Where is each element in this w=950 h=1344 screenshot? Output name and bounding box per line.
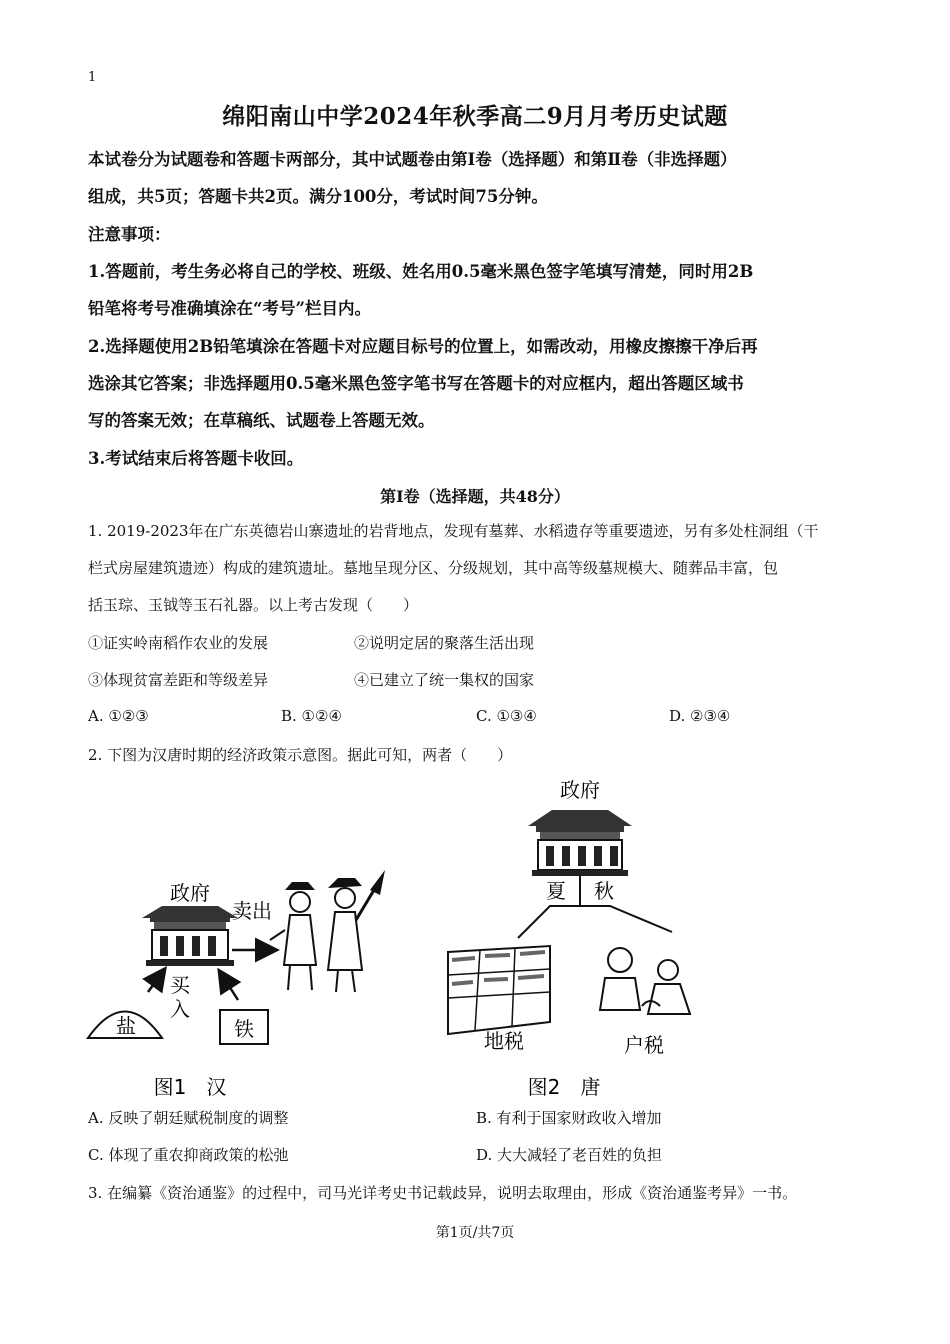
intro-line: 1.答题前，考生务必将自己的学校、班级、姓名用0.5毫米黑色签字笔填写清楚，同时用2B (88, 262, 754, 281)
section-title: 第Ⅰ卷（选择题，共48分） (380, 487, 570, 506)
government-building-icon (528, 810, 632, 876)
page-corner-mark: 1 (88, 70, 97, 85)
fig2-autumn-label: 秋 (594, 879, 614, 903)
fig1-iron-label: 铁 (234, 1017, 254, 1041)
intro-line: 选涂其它答案；非选择题用0.5毫米黑色签字笔书写在答题卡的对应框内，超出答题区域书 (88, 374, 744, 393)
intro-line: 3.考试结束后将答题卡收回。 (88, 449, 304, 468)
notice-heading: 注意事项： (88, 225, 171, 244)
fig2-summer-label: 夏 (546, 879, 566, 903)
fig1-government-label: 政府 (170, 881, 210, 905)
intro-line: 组成，共5页；答题卡共2页。满分100分，考试时间75分钟。 (88, 187, 548, 206)
statement: ④已建立了统一集权的国家 (354, 671, 535, 689)
option-a: A. ①②③ (88, 707, 149, 725)
statement: ③体现贫富差距和等级差异 (88, 671, 269, 689)
option-b: B. ①②④ (281, 707, 342, 725)
question-stem: 2. 下图为汉唐时期的经济政策示意图。据此可知，两者（ ） (88, 746, 513, 764)
figure-1-han (88, 870, 385, 1099)
question-stem: 栏式房屋建筑遗迹）构成的建筑遗址。墓地呈现分区、分级规划，其中高等级墓规模大、随葬品丰富，包 (88, 559, 779, 577)
fig1-buy-label-1: 买 (170, 973, 190, 997)
intro-line: 2.选择题使用2B铅笔填涂在答题卡对应题目标号的位置上，如需改动，用橡皮擦擦干净后再 (88, 337, 758, 356)
fig2-caption: 图2 唐 (527, 1075, 601, 1099)
buy-arrow-salt (148, 970, 164, 992)
page-footer: 第1页/共7页 (435, 1225, 515, 1241)
option-d: D. 大大减轻了老百姓的负担 (476, 1146, 663, 1164)
tax-branch-lines (518, 906, 672, 938)
intro-line: 写的答案无效；在草稿纸、试题卷上答题无效。 (88, 411, 435, 430)
option-a: A. 反映了朝廷赋税制度的调整 (88, 1109, 289, 1127)
statement: ①证实岭南稻作农业的发展 (88, 634, 269, 652)
question-stem: 3. 在编纂《资治通鉴》的过程中，司马光详考史书记载歧异，说明去取理由，形成《资治通鉴考异》一书。 (88, 1184, 798, 1202)
statement: ②说明定居的聚落生活出现 (354, 634, 535, 652)
fig1-salt-label: 盐 (116, 1014, 136, 1038)
exam-title: 绵阳南山中学2024年秋季高二9月月考历史试题 (222, 103, 728, 130)
farmland-fields-icon (448, 946, 550, 1034)
question-stem: 括玉琮、玉钺等玉石礼器。以上考古发现（ ） (88, 596, 419, 614)
fig2-government-label: 政府 (560, 778, 600, 802)
question-stem: 1. 2019-2023年在广东英德岩山寨遗址的岩背地点，发现有墓葬、水稻遗存等重要遗迹，另有多处柱洞组（干 (88, 522, 819, 540)
iron-box-icon (220, 1010, 268, 1044)
fig1-buy-label-2: 入 (170, 997, 190, 1021)
salt-pile-icon (88, 1012, 162, 1039)
household-people-icon (600, 948, 690, 1014)
option-c: C. 体现了重农抑商政策的松弛 (88, 1146, 289, 1164)
figure-2-tang (448, 778, 690, 1099)
fig1-sell-label: 卖出 (232, 899, 272, 923)
government-building-icon (142, 906, 238, 966)
fig1-caption: 图1 汉 (153, 1075, 227, 1099)
intro-line: 铅笔将考号准确填涂在“考号”栏目内。 (88, 299, 371, 318)
option-d: D. ②③④ (669, 707, 731, 725)
option-c: C. ①③④ (476, 707, 537, 725)
economic-policy-figure (80, 770, 700, 1104)
merchant-figures-icon (270, 870, 385, 992)
fig2-household-tax-label: 户税 (624, 1033, 664, 1057)
fig2-land-tax-label: 地税 (484, 1029, 524, 1053)
intro-line: 本试卷分为试题卷和答题卡两部分，其中试题卷由第Ⅰ卷（选择题）和第Ⅱ卷（非选择题） (88, 150, 737, 169)
buy-arrow-iron (220, 972, 238, 1000)
option-b: B. 有利于国家财政收入增加 (476, 1109, 662, 1127)
